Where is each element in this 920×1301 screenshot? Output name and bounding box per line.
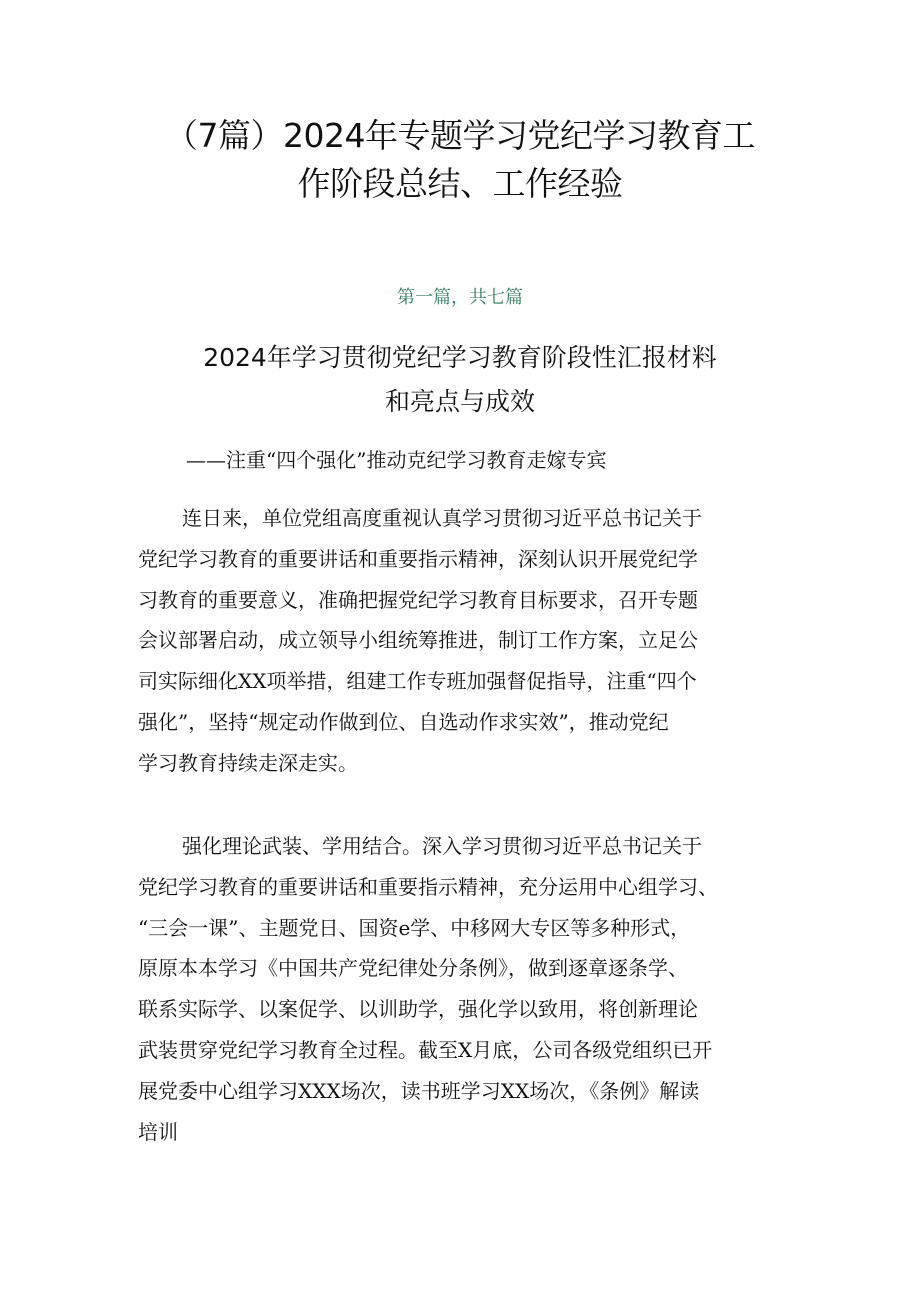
paragraph-line: 司实际细化XX项举措，组建工作专班加强督促指导，注重“四个 xyxy=(138,669,697,694)
paragraph-line: 连日来，单位党组高度重视认真学习贯彻习近平总书记关于 xyxy=(182,506,702,530)
main-title-line: 作阶段总结、工作经验 xyxy=(297,164,623,203)
paragraph-line: 展党委中心组学习XXX场次，读书班学习XX场次，《条例》解读 xyxy=(138,1078,700,1103)
paragraph-line: “三会一课”、主题党日、国资e学、中移网大专区等多种形式， xyxy=(138,915,691,940)
paragraph-line: 强化理论武装、学用结合。深入学习贯彻习近平总书记关于 xyxy=(182,834,702,858)
main-title-line: （7篇）2024年专题学习党纪学习教育工 xyxy=(165,116,755,155)
paragraph-line: 原原本本学习《中国共产党纪律处分条例》，做到逐章逐条学、 xyxy=(138,956,688,981)
sub-title-line: 2024年学习贯彻党纪学习教育阶段性汇报材料 xyxy=(203,343,717,372)
paragraph-line: 武装贯穿党纪学习教育全过程。截至X月底，公司各级党组织已开 xyxy=(138,1037,713,1062)
paragraph-line: 党纪学习教育的重要讲话和重要指示精神，充分运用中心组学习、 xyxy=(138,874,718,899)
paragraph-line: 党纪学习教育的重要讲话和重要指示精神，深刻认识开展党纪学 xyxy=(138,546,698,571)
section-label: 第一篇，共七篇 xyxy=(397,287,523,308)
paragraph-1 xyxy=(138,498,798,784)
paragraph-line: 联系实际学、以案促学、以训助学，强化学以致用，将创新理论 xyxy=(138,997,698,1022)
main-title xyxy=(110,112,810,208)
paragraph-2 xyxy=(138,826,798,1152)
sub-title-line: 和亮点与成效 xyxy=(384,387,535,416)
paragraph-line: 强化”，坚持“规定动作做到位、自选动作求实效”，推动党纪 xyxy=(138,709,669,734)
sub-title xyxy=(110,336,810,424)
paragraph-line: 习教育的重要意义，准确把握党纪学习教育目标要求，召开专题 xyxy=(138,587,698,612)
paragraph-line: 培训 xyxy=(138,1119,178,1144)
dash-subtitle: ——注重“四个强化”推动克纪学习教育走嫁专宾 xyxy=(186,448,607,472)
paragraph-line: 会议部署启动，成立领导小组统筹推进，制订工作方案，立足公 xyxy=(138,628,698,653)
paragraph-line: 学习教育持续走深走实。 xyxy=(138,750,358,775)
